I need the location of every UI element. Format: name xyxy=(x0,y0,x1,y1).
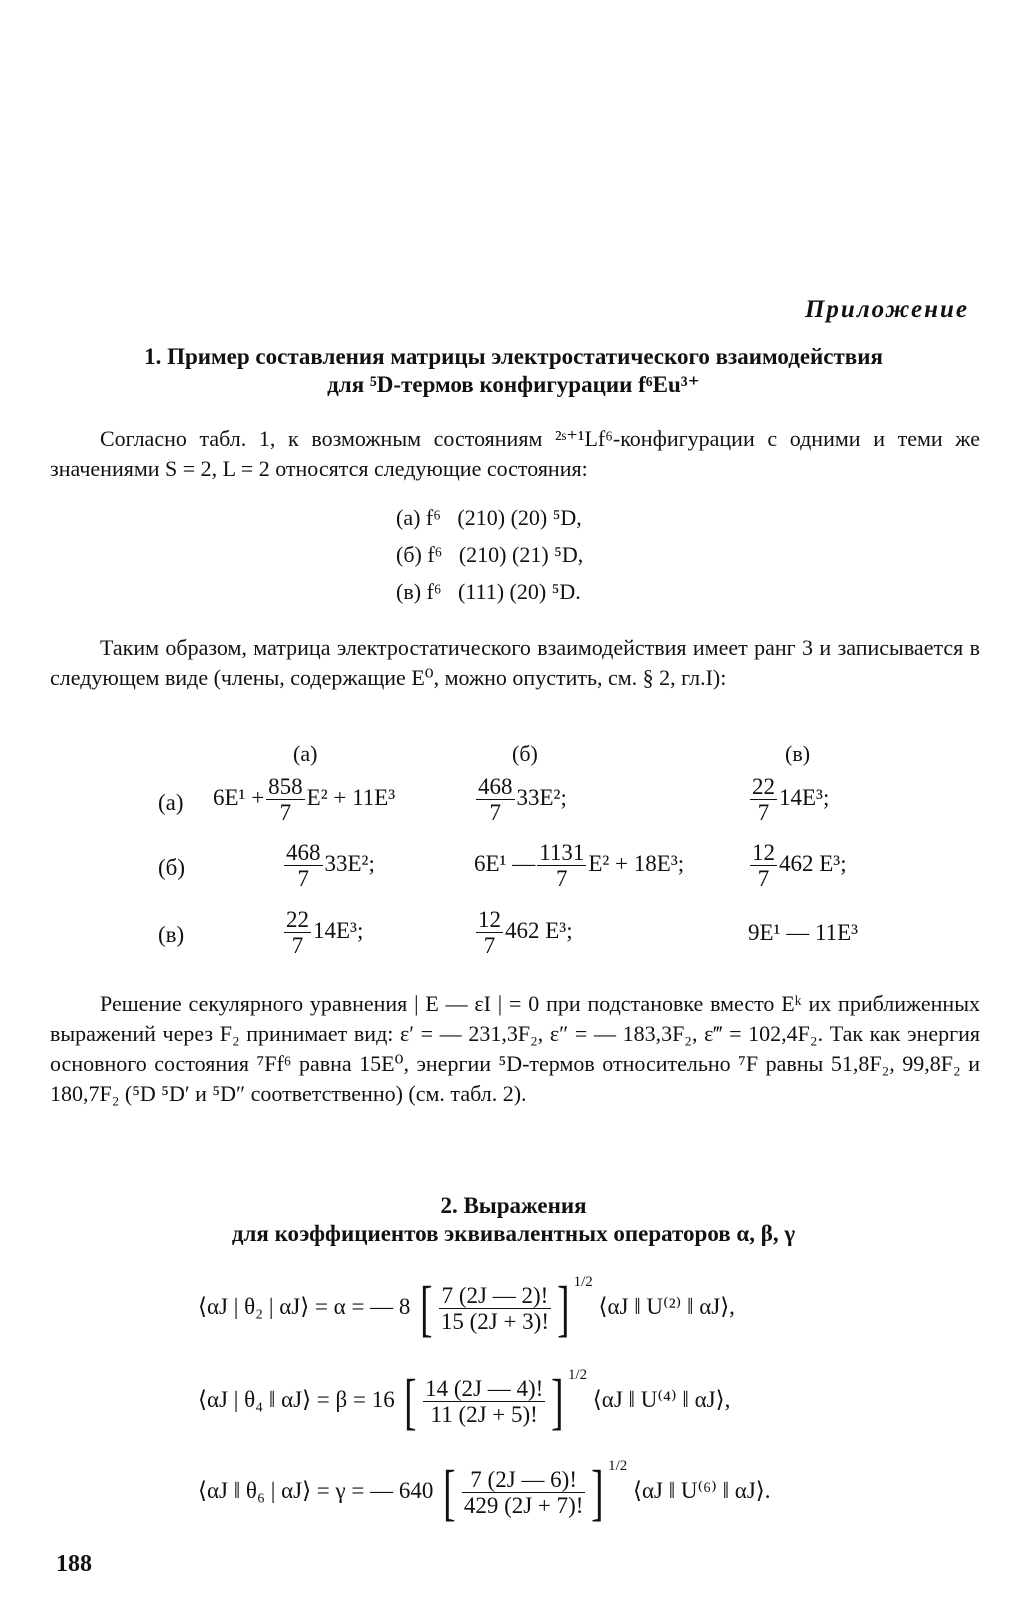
numerator: 468 xyxy=(478,774,513,799)
numerator: 858 xyxy=(268,774,303,799)
exponent: 1/2 xyxy=(608,1458,628,1474)
equation-alpha xyxy=(198,1274,735,1343)
matrix-cell-c-c: 9E¹ — 11E³ xyxy=(748,920,859,945)
denominator: 7 xyxy=(757,866,770,891)
numerator: 22 xyxy=(286,907,309,932)
numerator: 1131 xyxy=(539,840,585,865)
equation-lhs: ⟨αJ | θ₄ ‖ αJ⟩ = β = 16 xyxy=(198,1387,395,1412)
exponent: 1/2 xyxy=(567,1367,588,1383)
section2-title-line1: 2. Выражения xyxy=(440,1193,587,1218)
fraction xyxy=(284,907,311,958)
left-bracket: [ xyxy=(420,1274,433,1343)
exponent: 1/2 xyxy=(573,1274,593,1290)
fraction xyxy=(537,840,586,891)
fraction xyxy=(439,1283,551,1334)
paragraph-2-text: Таким образом, матрица электростатического взаимодействия имеет ранг 3 и записывается в следующем виде (члены, содержащие E⁰, можно опустить, см. § 2, гл.I): xyxy=(50,635,980,690)
section1-paragraph-3 xyxy=(50,989,980,1109)
cell-text: 33E²; xyxy=(324,850,375,876)
paragraph-3-text: Решение секулярного уравнения | E — εI | = 0 при подстановке вместо Eᵏ их приближенных выражений через F₂ принимает вид: ε′ = — 231,3F₂, ε″ = — 183,3F₂, ε‴ = 102,4F₂. Так как энергия основного состояния ⁷Ff⁶ равна 15E⁰, энергии ⁵D-термов относительно ⁷F равны 51,8F₂, 99,8F₂ и 180,7F₂ (⁵D ⁵D′ и ⁵D″ соответственно) (см. табл. 2). xyxy=(50,991,980,1106)
numerator: 468 xyxy=(286,840,321,865)
section2-title-line2: для коэффициентов эквивалентных операторов α, β, γ xyxy=(231,1221,796,1246)
state-b: (б) f⁶ (210) (21) ⁵D, xyxy=(396,542,584,567)
cell-text: 14E³; xyxy=(313,917,364,943)
section1-paragraph-2 xyxy=(50,633,980,693)
numerator: 14 (2J — 4)! xyxy=(425,1376,544,1402)
fraction xyxy=(423,1376,545,1427)
denominator: 7 xyxy=(556,866,568,891)
fraction xyxy=(476,774,515,825)
fraction xyxy=(462,1467,586,1518)
denominator: 7 xyxy=(297,866,309,891)
matrix-row-label-c: (в) xyxy=(158,922,185,947)
fraction xyxy=(266,774,305,825)
cell-text: 462 E³; xyxy=(505,917,573,943)
numerator: 12 xyxy=(478,907,501,932)
cell-text: E² + 18E³; xyxy=(588,850,685,876)
numerator: 22 xyxy=(752,774,775,799)
equation-rhs: ⟨αJ ‖ U⁽²⁾ ‖ αJ⟩, xyxy=(598,1294,735,1319)
state-c: (в) f⁶ (111) (20) ⁵D. xyxy=(396,579,581,604)
matrix-cell-c-b xyxy=(474,907,573,958)
denominator: 15 (2J + 3)! xyxy=(440,1309,549,1335)
matrix-cell-a-c xyxy=(748,774,829,825)
equation-rhs: ⟨αJ ‖ U⁽⁴⁾ ‖ αJ⟩, xyxy=(592,1387,731,1412)
denominator: 7 xyxy=(489,800,501,825)
cell-text: 14E³; xyxy=(779,784,830,810)
page-number: 188 xyxy=(56,1551,92,1577)
cell-text: 6E¹ + xyxy=(213,784,265,810)
cell-text: 33E²; xyxy=(516,784,567,810)
left-bracket: [ xyxy=(404,1367,417,1436)
right-bracket: ] xyxy=(551,1367,564,1436)
right-bracket: ] xyxy=(591,1458,604,1527)
denominator: 11 (2J + 5)! xyxy=(430,1402,538,1428)
matrix-row-label-b: (б) xyxy=(158,855,186,880)
numerator: 7 (2J — 6)! xyxy=(462,1467,586,1493)
matrix-col-header-b: (б) xyxy=(512,741,538,766)
denominator: 7 xyxy=(291,933,304,958)
equation-lhs: ⟨αJ | θ₂ | αJ⟩ = α = — 8 xyxy=(198,1294,411,1319)
left-bracket: [ xyxy=(443,1458,456,1527)
section1-paragraph-1 xyxy=(50,424,980,484)
cell-text: 6E¹ — xyxy=(474,850,536,876)
matrix-cell-b-b xyxy=(474,840,684,891)
matrix-cell-a-a xyxy=(213,774,395,825)
denominator: 429 (2J + 7)! xyxy=(463,1493,584,1519)
matrix-col-header-a: (а) xyxy=(293,741,318,766)
appendix-heading: Приложение xyxy=(804,296,969,323)
fraction xyxy=(284,840,323,891)
matrix-row-label-a: (а) xyxy=(158,790,184,815)
denominator: 7 xyxy=(483,933,496,958)
state-a: (а) f⁶ (210) (20) ⁵D, xyxy=(396,505,582,530)
cell-text: 462 E³; xyxy=(779,850,847,876)
fraction xyxy=(750,840,777,891)
denominator: 7 xyxy=(757,800,770,825)
paragraph-1-text: Согласно табл. 1, к возможным состояниям ²ˢ⁺¹Lf⁶-конфигурации с одними и теми же значениями S = 2, L = 2 относятся следующие состояния: xyxy=(50,426,980,481)
section1-title-line1: 1. Пример составления матрицы электростатического взаимодействия xyxy=(144,344,883,369)
matrix-col-header-c: (в) xyxy=(785,741,811,766)
equation-gamma xyxy=(198,1458,771,1527)
equation-beta xyxy=(198,1367,731,1436)
numerator: 12 xyxy=(752,840,775,865)
right-bracket: ] xyxy=(557,1274,570,1343)
denominator: 7 xyxy=(279,800,292,825)
matrix-cell-c-a xyxy=(282,907,363,958)
fraction xyxy=(750,774,777,825)
equation-lhs: ⟨αJ ‖ θ₆ | αJ⟩ = γ = — 640 xyxy=(198,1478,434,1503)
equation-rhs: ⟨αJ ‖ U⁽⁶⁾ ‖ αJ⟩. xyxy=(632,1478,771,1503)
cell-text: E² + 11E³ xyxy=(306,784,396,810)
matrix-cell-a-b xyxy=(474,774,567,825)
fraction xyxy=(476,907,503,958)
matrix-cell-b-c xyxy=(748,840,847,891)
section1-title-line2: для ⁵D-термов конфигурации f⁶Eu³⁺ xyxy=(327,372,700,397)
numerator: 7 (2J — 2)! xyxy=(439,1283,551,1309)
matrix-cell-b-a xyxy=(282,840,375,891)
